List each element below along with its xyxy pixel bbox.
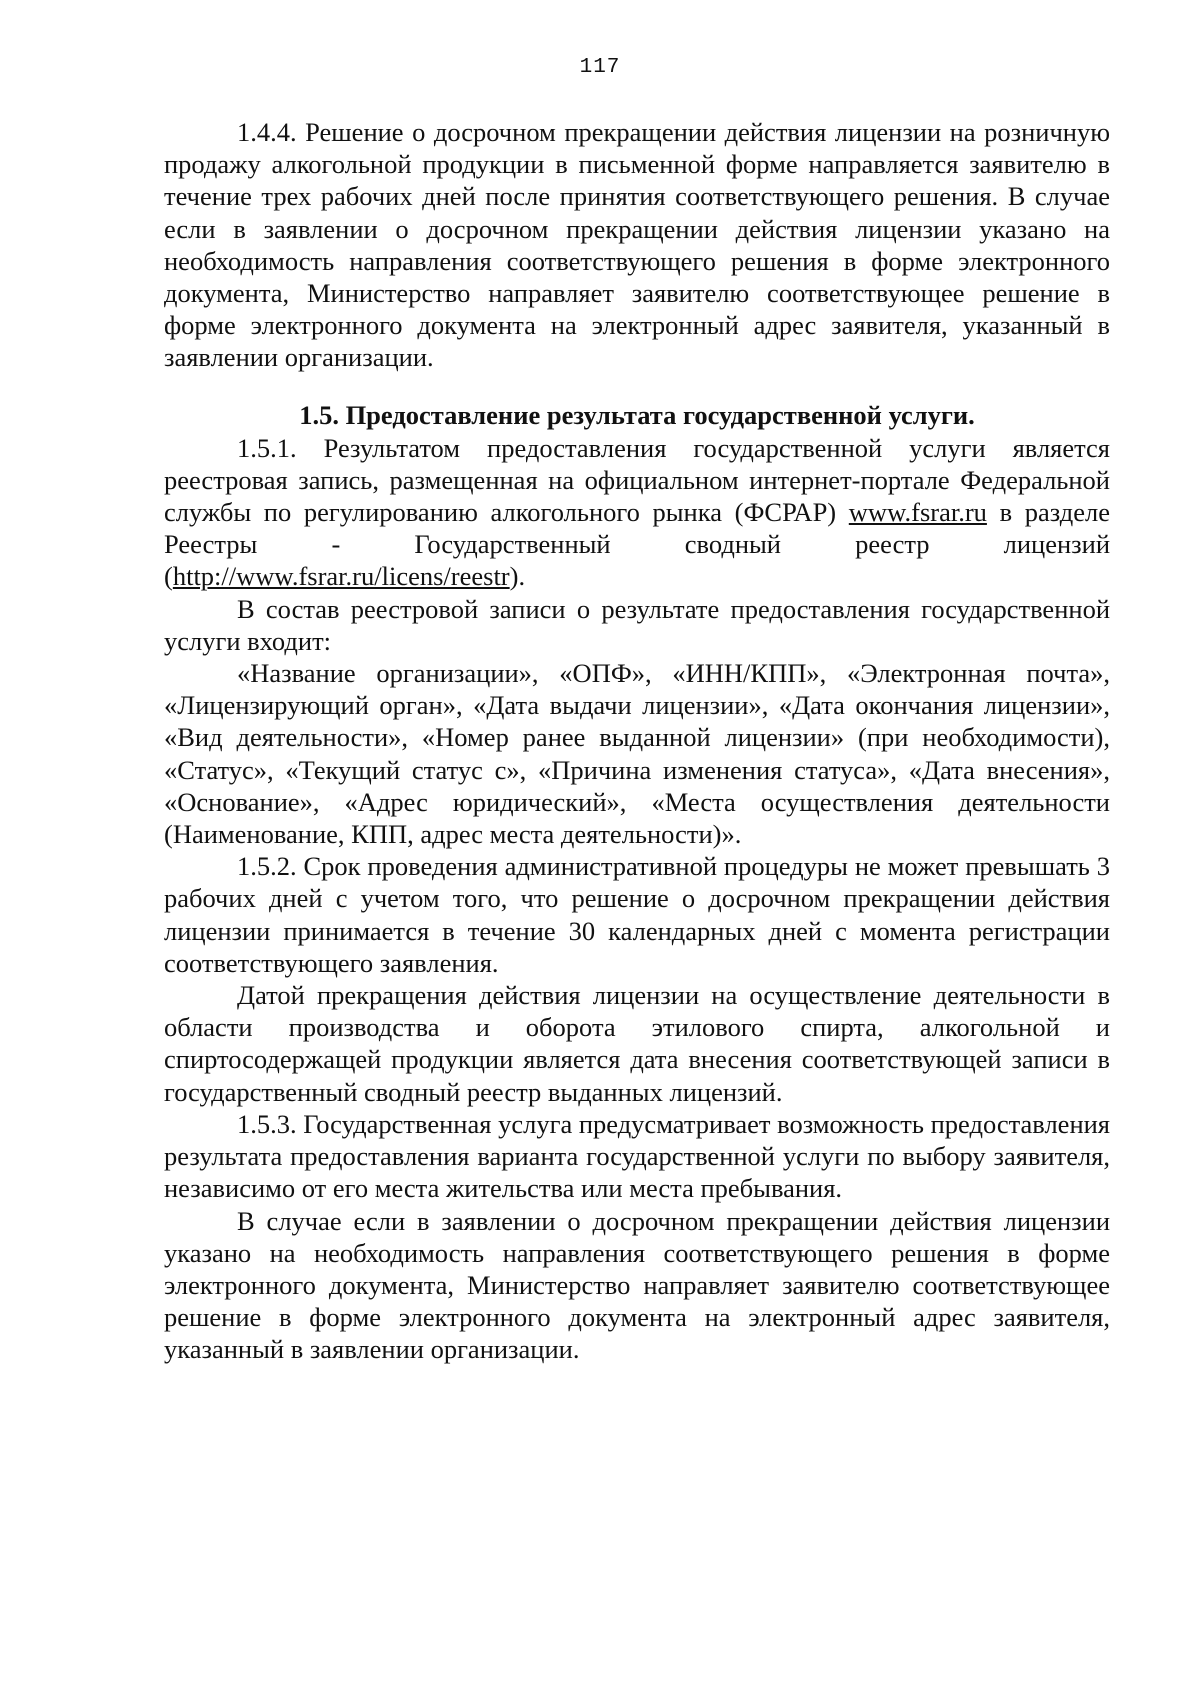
fsrar-site-link[interactable]: www.fsrar.ru (848, 497, 987, 528)
paragraph-electronic-decision: В случае если в заявлении о досрочном прекращении действия лицензии указано на необходимость направления соответствующего решения в форме электронного документа, Министерство направляет заявителю соответствующее решение в форме электронного документа на электронный адрес заявителя, указанный в заявлении организации. (164, 1205, 1110, 1365)
page-number: 117 (579, 56, 621, 79)
paragraph-termination-date: Датой прекращения действия лицензии на осуществление деятельности в области производства и оборота этилового спирта, алкогольной и спиртосодержащей продукции является дата внесения соответствующей записи в государственный сводный реестр выданных лицензий. (164, 980, 1110, 1107)
paragraph-1-5-1-text-start: 1.5.1. Результатом предоставления государственной услуги является реестровая запись, размещенная на официальном интернет-портале Федеральной службы по регулированию алкогольного рынка (ФСРАР) (164, 432, 1110, 528)
paragraph-1-4-4: 1.4.4. Решение о досрочном прекращении действия лицензии на розничную продажу алкогольной продукции в письменной форме направляется заявителю в течение трех рабочих дней после принятия соответствующего решения. В случае если в заявлении о досрочном прекращении действия лицензии указано на необходимость направления соответствующего решения в форме электронного документа, Министерство направляет заявителю соответствующее решение в форме электронного документа на электронный адрес заявителя, указанный в заявлении организации. (164, 117, 1110, 373)
paragraph-registry-fields: «Название организации», «ОПФ», «ИНН/КПП», «Электронная почта», «Лицензирующий орган», «Дата выдачи лицензии», «Дата окончания лицензии», «Вид деятельности», «Номер ранее выданной лицензии» (при необходимости), «Статус», «Текущий статус с», «Причина изменения статуса», «Дата внесения», «Основание», «Адрес юридический», «Места осуществления деятельности (Наименование, КПП, адрес места деятельности)». (164, 658, 1110, 850)
paragraph-1-5-3: 1.5.3. Государственная услуга предусматривает возможность предоставления результата предоставления варианта государственной услуги по выбору заявителя, независимо от его места жительства или места пребывания. (164, 1108, 1110, 1204)
paragraph-1-5-1 (164, 432, 1110, 593)
paragraph-1-5-1-text-end: ). (509, 561, 526, 592)
licens-registry-link[interactable]: http://www.fsrar.ru/licens/reestr (172, 561, 510, 592)
paragraph-1-5-1-text-middle: в разделе Реестры - Государственный сводный реестр лицензий ( (164, 497, 1110, 592)
paragraph-registry-composition: В состав реестровой записи о результате предоставления государственной услуги входит: (164, 593, 1110, 656)
section-title-1-5: 1.5. Предоставление результата государственной услуги. (299, 399, 975, 430)
paragraph-1-5-2: 1.5.2. Срок проведения административной процедуры не может превышать 3 рабочих дней с учетом того, что решение о досрочном прекращении действия лицензии принимается в течение 30 календарных дней с момента регистрации соответствующего заявления. (164, 851, 1110, 978)
document-body (164, 116, 1110, 1366)
